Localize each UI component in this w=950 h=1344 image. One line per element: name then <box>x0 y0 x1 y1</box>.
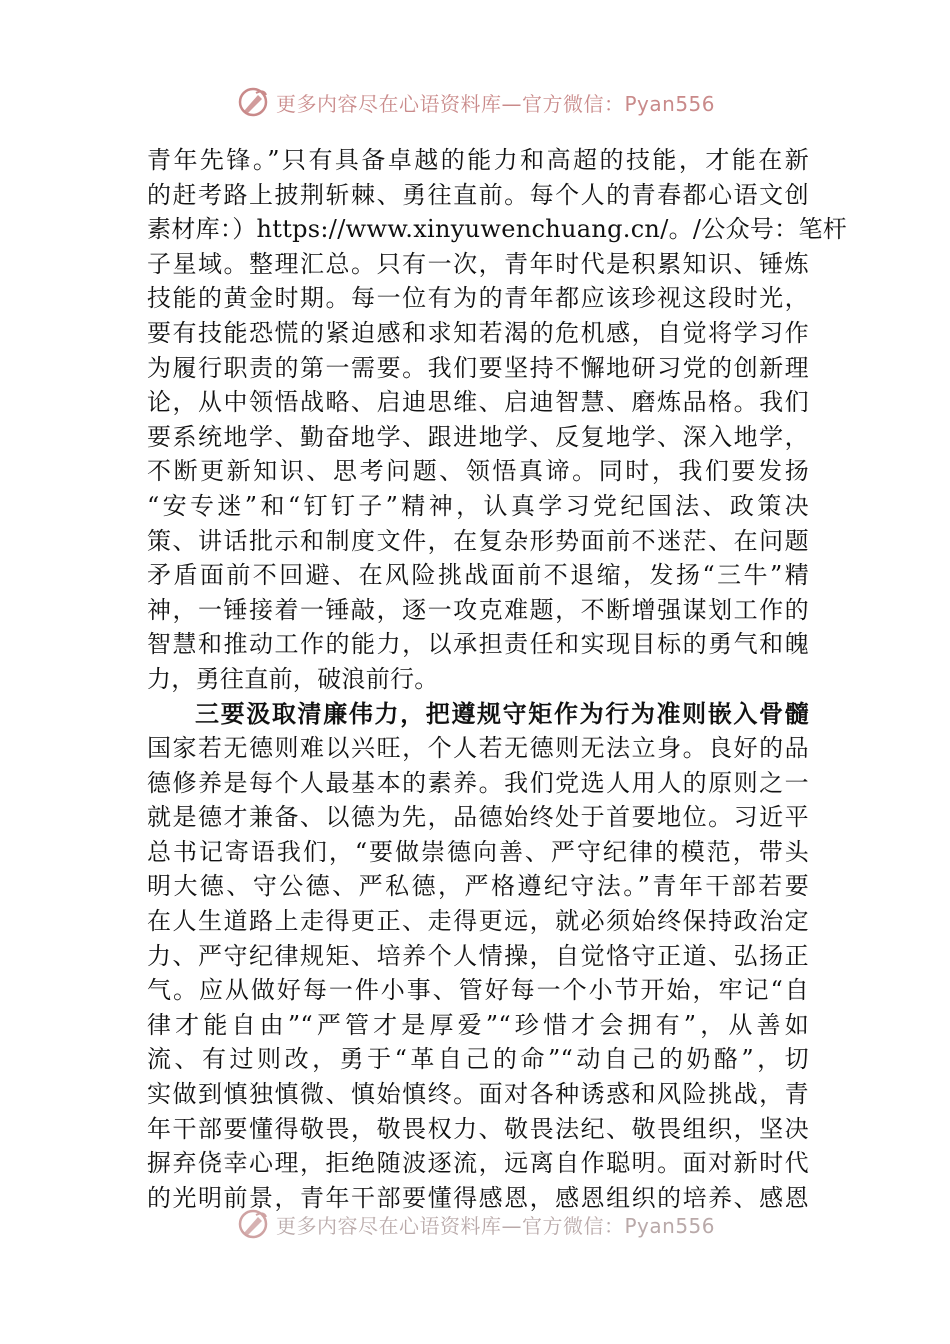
pen-nib-logo-icon <box>236 1207 270 1241</box>
text-line: 矛盾面前不回避、在风险挑战面前不退缩，发扬“三牛”精 <box>147 561 809 590</box>
text-line: 就是德才兼备、以德为先，品德始终处于首要地位。习近平 <box>147 803 809 832</box>
text-line: 总书记寄语我们，“要做崇德向善、严守纪律的模范，带头 <box>147 837 809 866</box>
paragraph-2 <box>147 731 809 1215</box>
pen-nib-logo-icon <box>236 85 270 119</box>
text-line: 的光明前景，青年干部要懂得感恩，感恩组织的培养、感恩 <box>147 1183 809 1212</box>
text-line: 为履行职责的第一需要。我们要坚持不懈地研习党的创新理 <box>147 353 809 382</box>
text-line: 子星域。整理汇总。只有一次，青年时代是积累知识、锤炼 <box>147 249 809 278</box>
text-line: 力，勇往直前，破浪前行。 <box>147 664 439 693</box>
header-watermark <box>236 82 715 122</box>
text-line: 年干部要懂得敬畏，敬畏权力、敬畏法纪、敬畏组织，坚决 <box>147 1114 809 1143</box>
text-line: 实做到慎独慎微、慎始慎终。面对各种诱惑和风险挑战，青 <box>147 1080 809 1109</box>
text-line: 要系统地学、勤奋地学、跟进地学、反复地学、深入地学， <box>147 422 809 451</box>
text-line: 气。应从做好每一件小事、管好每一个小节开始，牢记“自 <box>147 976 809 1005</box>
text-line: 德修养是每个人最基本的素养。我们党选人用人的原则之一 <box>147 768 809 797</box>
text-line: 智慧和推动工作的能力，以承担责任和实现目标的勇气和魄 <box>147 630 809 659</box>
text-line: 律才能自由”“严管才是厚爱”“珍惜才会拥有”，从善如 <box>147 1010 809 1039</box>
footer-watermark <box>236 1204 715 1244</box>
text-line: 流、有过则改，勇于“革自己的命”“动自己的奶酪”，切 <box>147 1045 809 1074</box>
text-line: 策、讲话批示和制度文件，在复杂形势面前不迷茫、在问题 <box>147 526 809 555</box>
text-line: 国家若无德则难以兴旺，个人若无德则无法立身。良好的品 <box>147 734 809 763</box>
text-line: 要有技能恐慌的紧迫感和求知若渴的危机感，自觉将学习作 <box>147 318 809 347</box>
text-line: 技能的黄金时期。每一位有为的青年都应该珍视这段时光， <box>147 284 809 313</box>
text-line: 神，一锤接着一锤敲，逐一攻克难题，不断增强谋划工作的 <box>147 595 809 624</box>
header-watermark-text: 更多内容尽在心语资料库—官方微信：Pyan556 <box>276 91 716 116</box>
text-line: 不断更新知识、思考问题、领悟真谛。同时，我们要发扬 <box>147 457 809 486</box>
text-line: 青年先锋。”只有具备卓越的能力和高超的技能，才能在新 <box>147 146 809 174</box>
footer-watermark-text: 更多内容尽在心语资料库—官方微信：Pyan556 <box>276 1213 716 1238</box>
text-line: 素材库：）https://www.xinyuwenchuang.cn/。/公众号：笔杆 <box>147 215 848 244</box>
text-line: 明大德、守公德、严私德，严格遵纪守法。”青年干部若要 <box>147 872 809 901</box>
text-line: 在人生道路上走得更正、走得更远，就必须始终保持政治定 <box>147 907 809 936</box>
text-line: 的赶考路上披荆斩棘、勇往直前。每个人的青春都心语文创 <box>147 180 809 209</box>
section-heading: 三要汲取清廉伟力，把遵规守矩作为行为准则嵌入骨髓 <box>195 698 809 728</box>
text-line: 论，从中领悟战略、启迪思维、启迪智慧、磨炼品格。我们 <box>147 388 809 417</box>
text-line: 摒弃侥幸心理，拒绝随波逐流，远离自作聪明。面对新时代 <box>147 1149 809 1178</box>
paragraph-1 <box>147 143 848 697</box>
text-line: “安专迷”和“钉钉子”精神，认真学习党纪国法、政策决 <box>147 491 809 520</box>
text-line: 力、严守纪律规矩、培养个人情操，自觉恪守正道、弘扬正 <box>147 941 809 970</box>
document-body <box>147 143 848 1215</box>
